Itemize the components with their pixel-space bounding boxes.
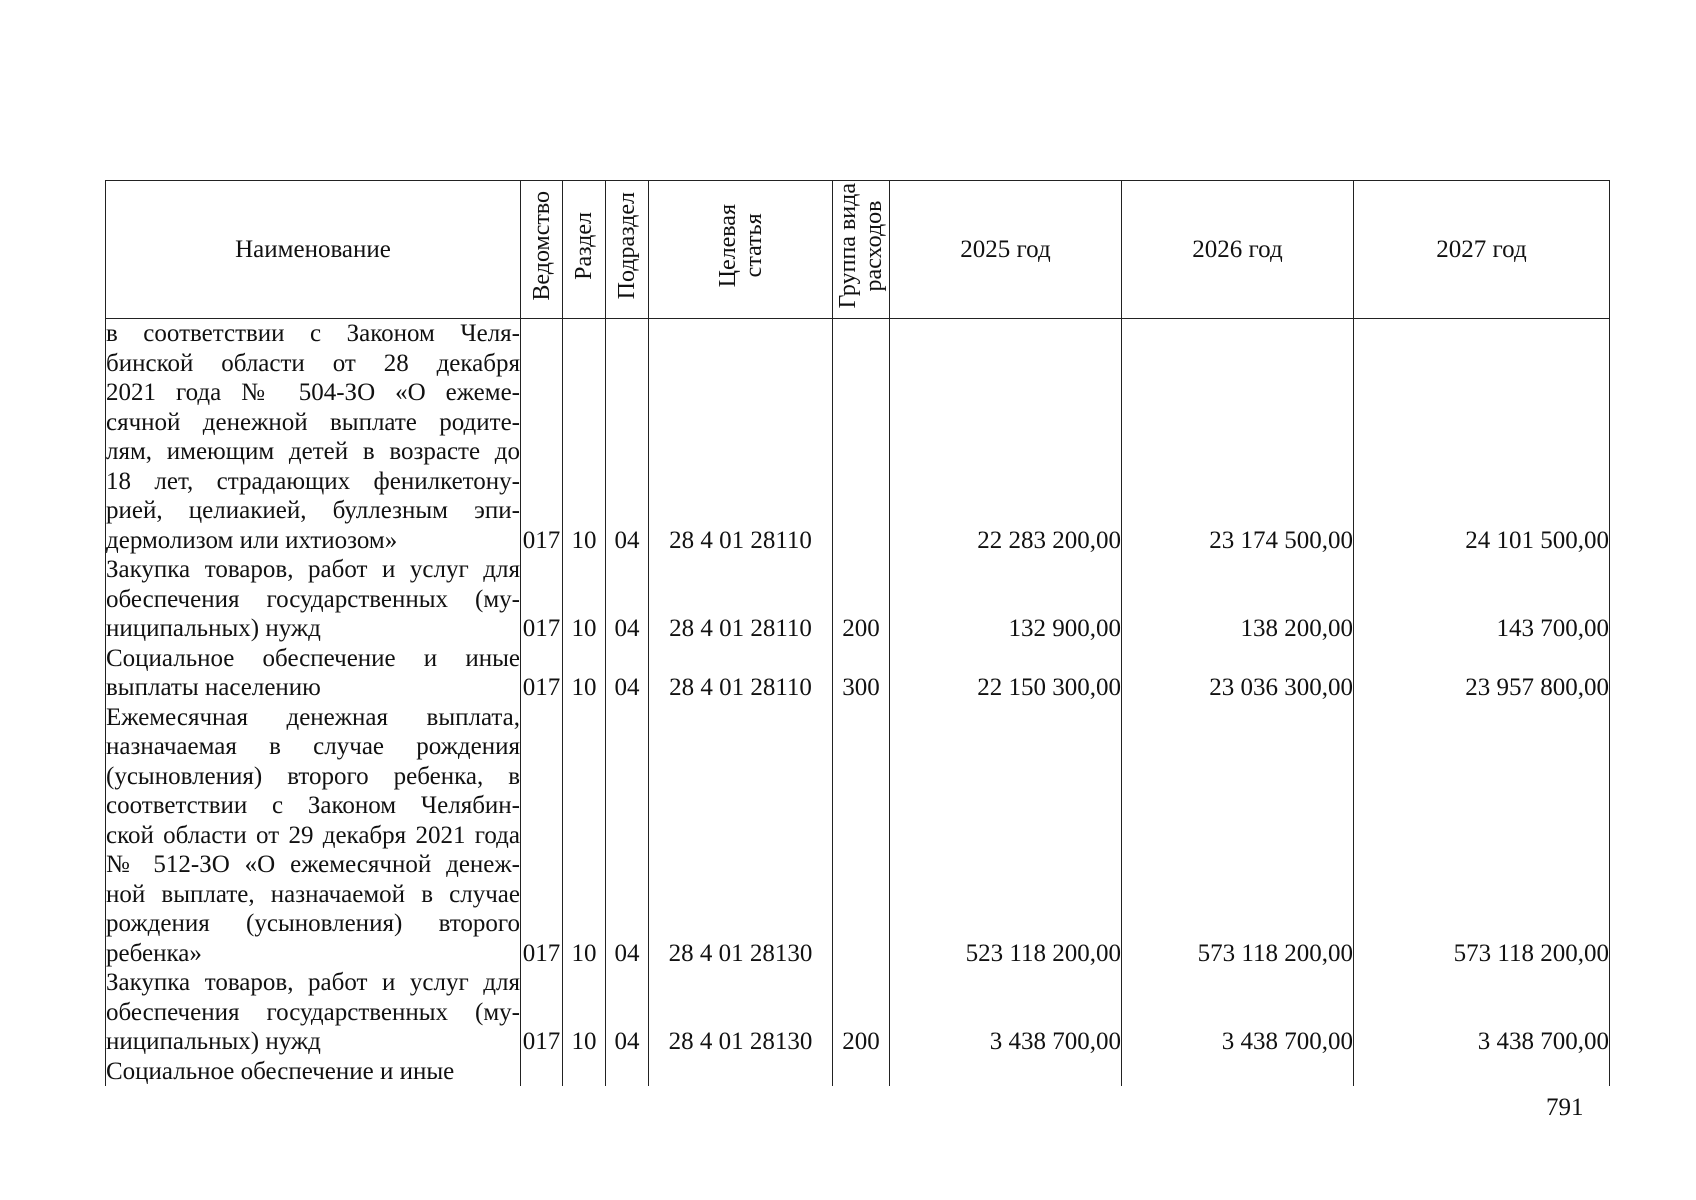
budget-page (105, 180, 1609, 1090)
cell-group (833, 319, 890, 556)
cell-subsection: 04 (606, 319, 649, 556)
cell-2025: 3 438 700,00 (890, 968, 1122, 1057)
cell-subsection: 04 (606, 968, 649, 1057)
name-line: рождения (усыновления) второго (106, 910, 520, 937)
cell-group: 200 (833, 555, 890, 644)
name-line: ной выплате, назначаемой в случае (106, 880, 520, 908)
header-group: Группа вида расходов (833, 181, 890, 319)
name-line: 18 лет, страдающих фенилкетону- (106, 467, 520, 495)
cell-subsection: 04 (606, 703, 649, 969)
cell-group: 300 (833, 644, 890, 703)
name-line: 2021 года № 504-ЗО «О ежеме- (106, 379, 520, 406)
cell-2027: 143 700,00 (1354, 555, 1610, 644)
header-2026: 2026 год (1122, 181, 1354, 319)
cell-target: 28 4 01 28130 (649, 703, 833, 969)
header-2027: 2027 год (1354, 181, 1610, 319)
name-line: в соответствии с Законом Челя- (106, 320, 520, 347)
cell-name (106, 555, 521, 644)
cell-target: 28 4 01 28110 (649, 319, 833, 556)
cell-group: 200 (833, 968, 890, 1057)
cell-dept: 017 (521, 968, 563, 1057)
cell-2025: 132 900,00 (890, 555, 1122, 644)
cell-2026: 138 200,00 (1122, 555, 1354, 644)
name-line: обеспечения государственных (му- (106, 585, 520, 613)
name-line: дермолизом или ихтиозом» (106, 526, 398, 554)
cell-section: 10 (563, 968, 606, 1057)
cell-section: 10 (563, 703, 606, 969)
name-line: рией, целиакией, буллезным эпи- (106, 497, 520, 524)
header-target: Целевая статья (649, 181, 833, 319)
name-line: бинской области от 28 декабря (106, 349, 520, 377)
cell-target: 28 4 01 28130 (649, 968, 833, 1057)
name-line: Закупка товаров, работ и услуг для (106, 969, 520, 996)
name-line: ребенка» (106, 939, 202, 967)
cell-2026 (1122, 1057, 1354, 1087)
cell-name (106, 1057, 521, 1087)
table-body (106, 319, 1610, 1087)
table-row (106, 644, 1610, 703)
cell-2027: 573 118 200,00 (1354, 703, 1610, 969)
cell-target: 28 4 01 28110 (649, 555, 833, 644)
cell-2025: 22 283 200,00 (890, 319, 1122, 556)
name-line: лям, имеющим детей в возрасте до (106, 438, 520, 465)
cell-2026: 23 036 300,00 (1122, 644, 1354, 703)
cell-subsection: 04 (606, 555, 649, 644)
cell-2027: 23 957 800,00 (1354, 644, 1610, 703)
cell-section: 10 (563, 555, 606, 644)
name-line: назначаемая в случае рождения (106, 733, 520, 760)
name-line: (усыновления) второго ребенка, в (106, 762, 520, 790)
header-dept: Ведомство (521, 181, 563, 319)
cell-dept: 017 (521, 555, 563, 644)
cell-section (563, 1057, 606, 1087)
cell-2025: 523 118 200,00 (890, 703, 1122, 969)
name-line: Социальное обеспечение и иные (106, 644, 520, 672)
page-number: 791 (1546, 1094, 1584, 1121)
cell-target (649, 1057, 833, 1087)
name-line: № 512-ЗО «О ежемесячной денеж- (106, 851, 520, 878)
cell-2027: 3 438 700,00 (1354, 968, 1610, 1057)
name-line: ской области от 29 декабря 2021 года (106, 821, 520, 849)
cell-group (833, 1057, 890, 1087)
name-line: сячной денежной выплате родите- (106, 408, 520, 436)
name-line: ниципальных) нужд (106, 615, 321, 642)
cell-subsection: 04 (606, 644, 649, 703)
cell-2027 (1354, 1057, 1610, 1087)
header-row (106, 181, 1610, 319)
cell-2025 (890, 1057, 1122, 1087)
table-header (106, 181, 1610, 319)
cell-name (106, 968, 521, 1057)
name-line: обеспечения государственных (му- (106, 998, 520, 1026)
cell-2026: 573 118 200,00 (1122, 703, 1354, 969)
cell-dept: 017 (521, 644, 563, 703)
cell-section: 10 (563, 319, 606, 556)
header-subsection: Подраздел (606, 181, 649, 319)
name-line: Социальное обеспечение и иные (106, 1057, 455, 1085)
name-line: Ежемесячная денежная выплата, (106, 703, 520, 731)
cell-2025: 22 150 300,00 (890, 644, 1122, 703)
cell-subsection (606, 1057, 649, 1087)
table-row (106, 703, 1610, 969)
cell-dept: 017 (521, 703, 563, 969)
cell-2026: 3 438 700,00 (1122, 968, 1354, 1057)
table-row (106, 968, 1610, 1057)
cell-target: 28 4 01 28110 (649, 644, 833, 703)
name-line: соответствии с Законом Челябин- (106, 792, 520, 819)
table-row (106, 1057, 1610, 1087)
budget-table (105, 180, 1610, 1086)
cell-name (106, 644, 521, 703)
cell-2027: 24 101 500,00 (1354, 319, 1610, 556)
cell-dept: 017 (521, 319, 563, 556)
cell-2026: 23 174 500,00 (1122, 319, 1354, 556)
cell-section: 10 (563, 644, 606, 703)
name-line: ниципальных) нужд (106, 1028, 321, 1055)
name-line: выплаты населению (106, 674, 321, 701)
header-name: Наименование (106, 181, 521, 319)
table-row (106, 555, 1610, 644)
cell-dept (521, 1057, 563, 1087)
cell-name (106, 703, 521, 969)
name-line: Закупка товаров, работ и услуг для (106, 556, 520, 583)
header-2025: 2025 год (890, 181, 1122, 319)
cell-name (106, 319, 521, 556)
cell-group (833, 703, 890, 969)
table-row (106, 319, 1610, 556)
header-section: Раздел (563, 181, 606, 319)
